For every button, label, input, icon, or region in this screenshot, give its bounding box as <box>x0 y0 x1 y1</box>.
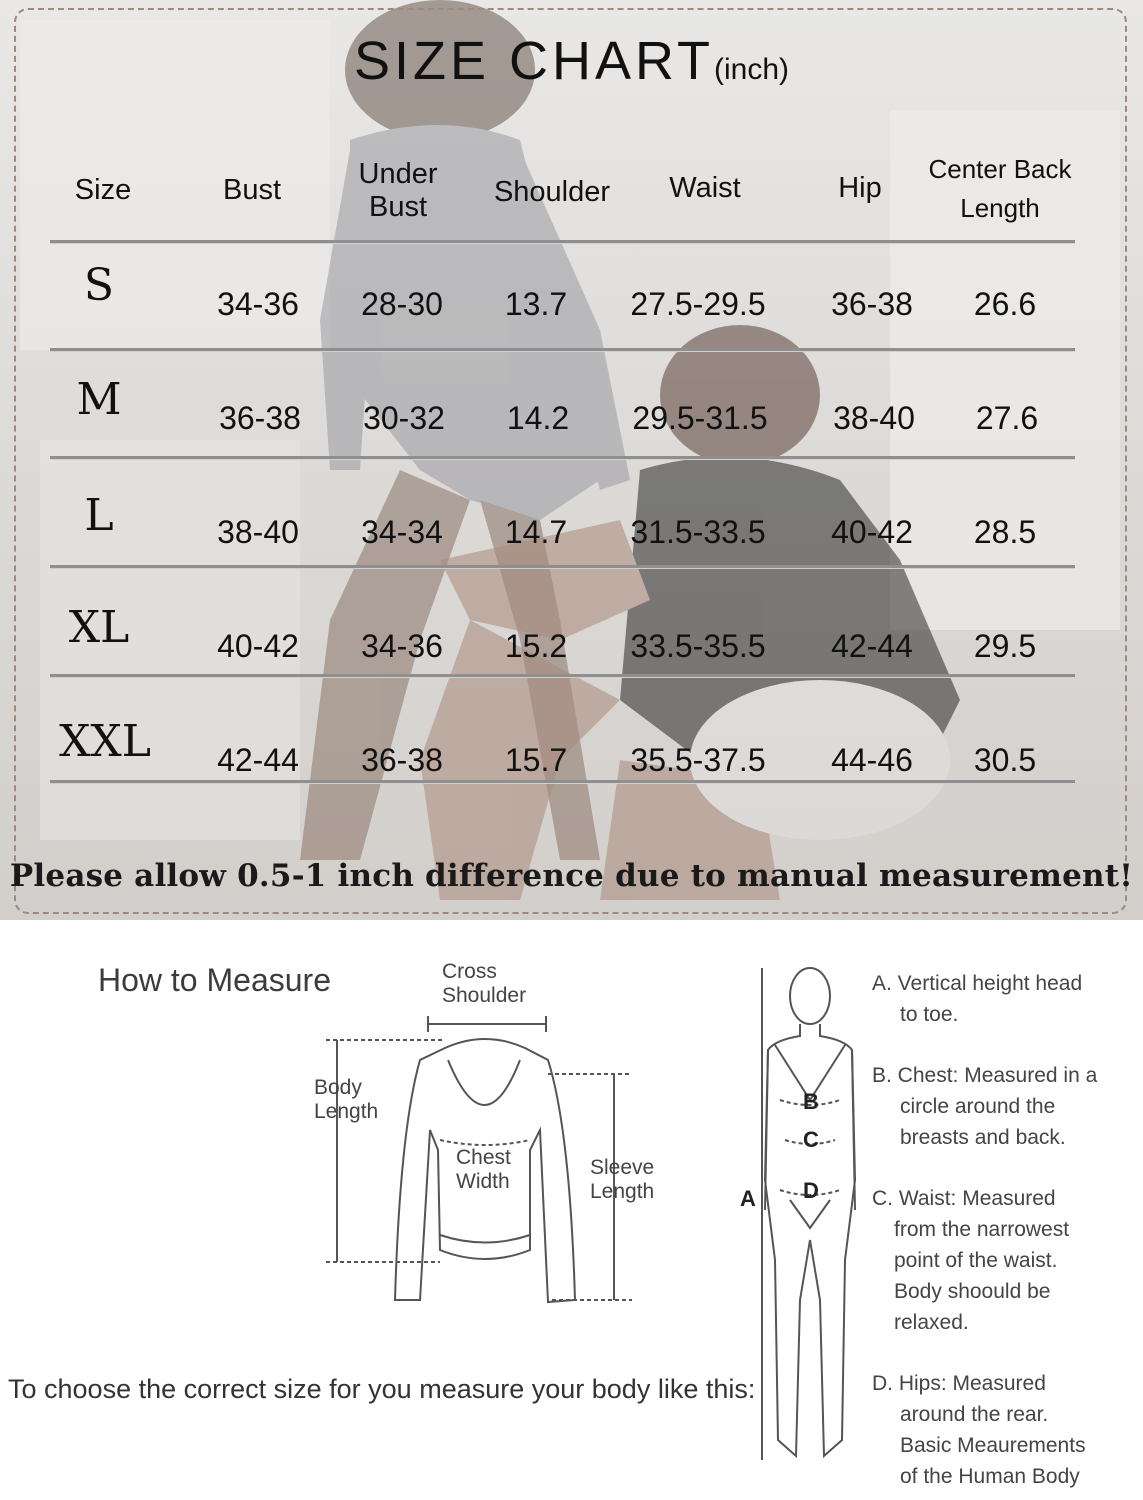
size-label: S <box>83 260 115 311</box>
label-line: Length <box>590 1180 655 1203</box>
row-divider <box>50 674 1075 677</box>
cell-under-bust: 34-34 <box>361 514 443 550</box>
cell-shoulder: 14.2 <box>506 400 570 436</box>
label-line: Cross <box>442 960 497 983</box>
human-figure-diagram <box>765 968 855 1456</box>
legend-line: of the Human Body <box>900 1465 1080 1488</box>
cell-under-bust: 28-30 <box>361 286 443 322</box>
legend-line: relaxed. <box>894 1311 969 1334</box>
cell-under-bust: 36-38 <box>361 742 443 778</box>
legend-line: from the narrowest <box>894 1218 1070 1241</box>
size-label: L <box>84 490 114 541</box>
cell-waist: 33.5-35.5 <box>630 628 766 664</box>
cell-hip: 42-44 <box>831 628 913 664</box>
chart-title-text: SIZE CHART <box>353 31 715 91</box>
legend-b <box>872 1060 1097 1153</box>
header-size: Size <box>74 174 132 206</box>
label-line: Sleeve <box>590 1156 655 1179</box>
row-divider <box>50 240 1075 243</box>
cell-bust: 42-44 <box>217 742 299 778</box>
row-divider <box>50 348 1075 351</box>
legend-a <box>872 968 1082 1030</box>
label-line: Length <box>314 1100 379 1123</box>
legend-line: D. Hips: Measured <box>872 1372 1046 1395</box>
legend-line: B. Chest: Measured in a <box>872 1064 1098 1087</box>
header-bust: Bust <box>222 174 282 206</box>
header-shoulder: Shoulder <box>493 176 611 208</box>
cell-hip: 44-46 <box>831 742 913 778</box>
label-line: Width <box>456 1170 510 1193</box>
label-chest-width <box>456 1146 511 1194</box>
header-center-back-length: Center Back Length <box>928 154 1072 223</box>
cell-bust: 38-40 <box>217 514 299 550</box>
legend-line: A. Vertical height head <box>872 972 1083 995</box>
cell-waist: 31.5-33.5 <box>630 514 766 550</box>
size-label: XL <box>68 602 130 653</box>
legend-line: circle around the <box>900 1095 1056 1118</box>
legend-line: point of the waist. <box>894 1249 1058 1272</box>
legend-line: around the rear. <box>900 1403 1049 1426</box>
header-hip: Hip <box>838 172 882 204</box>
label-line: Body <box>314 1076 362 1099</box>
cell-shoulder: 15.2 <box>504 628 568 664</box>
cell-center-back: 28.5 <box>973 514 1037 550</box>
cell-hip: 38-40 <box>833 400 915 436</box>
legend-line: Body shoould be <box>894 1280 1051 1303</box>
legend-c <box>872 1183 1069 1338</box>
cell-center-back: 27.6 <box>975 400 1039 436</box>
figure-letter-a: A <box>740 1186 756 1211</box>
chart-unit: (inch) <box>714 53 790 86</box>
label-line: Shoulder <box>442 984 527 1007</box>
cell-center-back: 26.6 <box>973 286 1037 322</box>
cell-bust: 40-42 <box>217 628 299 664</box>
label-sleeve-length <box>590 1156 654 1204</box>
cell-waist: 27.5-29.5 <box>630 286 766 322</box>
cell-center-back: 30.5 <box>973 742 1037 778</box>
legend-line: to toe. <box>900 1003 959 1026</box>
figure-letter-b: B <box>803 1089 819 1114</box>
size-label: M <box>76 374 122 425</box>
header-under-bust: Under Bust <box>358 158 438 223</box>
cell-bust: 36-38 <box>219 400 301 436</box>
row-divider <box>50 565 1075 568</box>
cell-under-bust: 34-36 <box>361 628 443 664</box>
cell-shoulder: 15.7 <box>504 742 568 778</box>
cell-shoulder: 14.7 <box>504 514 568 550</box>
legend-line: breasts and back. <box>900 1126 1066 1149</box>
cell-waist: 29.5-31.5 <box>632 400 768 436</box>
figure-letter-d: D <box>803 1178 819 1203</box>
legend-line: C. Waist: Measured <box>872 1187 1056 1210</box>
row-divider <box>50 456 1075 459</box>
measure-instruction: To choose the correct size for you measure your body like this: <box>8 1374 756 1404</box>
how-to-measure-title: How to Measure <box>98 962 331 998</box>
label-body-length <box>314 1076 378 1124</box>
cell-hip: 36-38 <box>831 286 913 322</box>
legend-d <box>872 1368 1086 1492</box>
legend-line: Basic Meaurements <box>900 1434 1086 1457</box>
cell-bust: 34-36 <box>217 286 299 322</box>
cell-hip: 40-42 <box>831 514 913 550</box>
cell-waist: 35.5-37.5 <box>630 742 766 778</box>
row-divider <box>50 780 1075 783</box>
figure-letter-c: C <box>803 1127 819 1152</box>
header-waist: Waist <box>669 172 741 204</box>
chart-title <box>0 30 1143 92</box>
label-line: Chest <box>456 1146 511 1169</box>
cell-center-back: 29.5 <box>973 628 1037 664</box>
measurement-note: Please allow 0.5-1 inch difference due to manual measurement! <box>9 858 1134 894</box>
cell-under-bust: 30-32 <box>363 400 445 436</box>
label-cross-shoulder <box>442 960 526 1008</box>
size-label: XXL <box>59 716 151 767</box>
cell-shoulder: 13.7 <box>504 286 568 322</box>
